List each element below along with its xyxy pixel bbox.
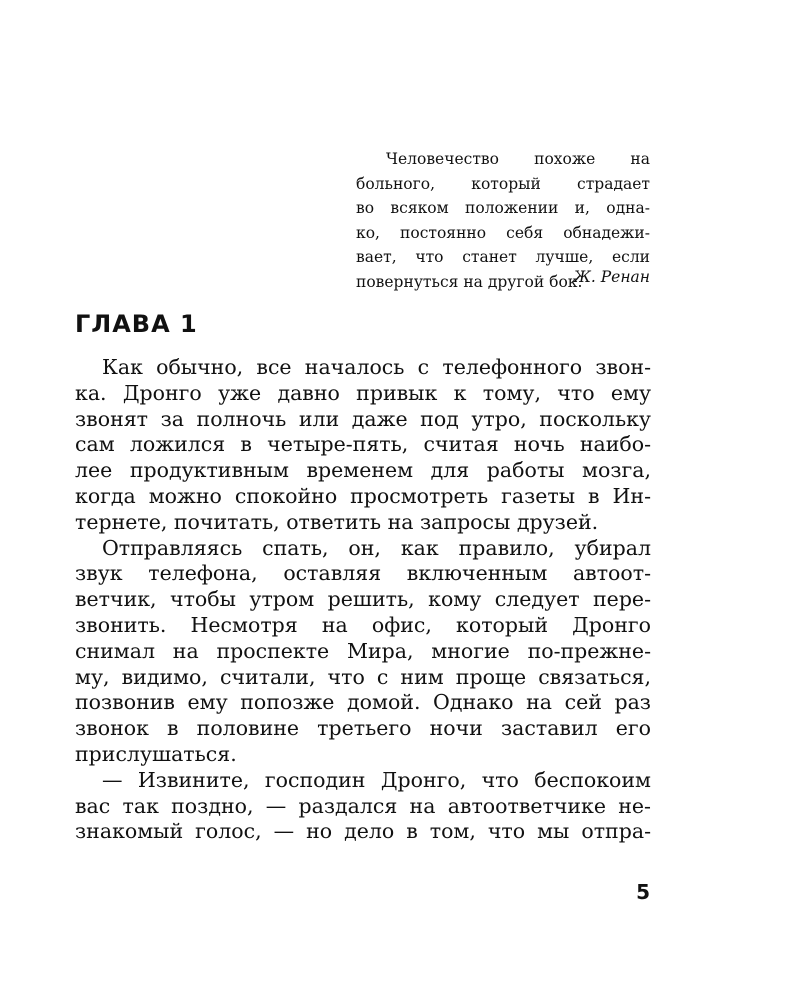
body-line: звонок в половине третьего ночи заставил его [75,716,651,741]
body-line: вас так поздно, — раздался на автоответчике не- [75,793,651,818]
body-line: сам ложился в четыре-пять, считая ночь наибо- [75,432,651,457]
epigraph-line: повернуться на другой бок. [356,272,583,291]
body-text [75,355,651,845]
body-line: звонят за полночь или даже под утро, поскольку [75,406,651,431]
body-line: му, видимо, считали, что с ним проще связаться, [75,664,651,689]
body-line: снимал на проспекте Мира, многие по-прежне- [75,638,651,663]
epigraph-line: вает, что станет лучше, если [356,248,650,266]
body-line: звонить. Несмотря на офис, который Дронго [75,612,651,637]
body-line: позвонив ему попозже домой. Однако на сей раз [75,690,651,715]
body-line: Как обычно, все началось с телефонного звон- [102,355,651,379]
body-line: Отправляясь спать, он, как правило, убирал [102,535,651,560]
epigraph-author: Ж. Ренан [573,268,650,286]
body-line: звук телефона, оставляя включенным автоот- [75,561,651,586]
body-line: знакомый голос, — но дело в том, что мы отпра- [75,819,651,844]
epigraph-line: во всяком положении и, одна- [356,199,650,217]
epigraph-line: Человечество похоже на [386,150,650,168]
body-line: когда можно спокойно просмотреть газеты в Ин- [75,483,651,508]
body-line: тернете, почитать, ответить на запросы друзей. [75,509,599,534]
epigraph-line: больного, который страдает [356,174,650,193]
chapter-title: ГЛАВА 1 [75,310,198,338]
body-line: прислушаться. [75,741,237,766]
body-line: ка. Дронго уже давно привык к тому, что ему [75,380,651,405]
body-line: ветчик, чтобы утром решить, кому следует пере- [75,587,651,612]
page-number: 5 [636,880,650,904]
epigraph-line: ко, постоянно себя обнадежи- [356,223,650,242]
body-line: — Извините, господин Дронго, что беспокоим [102,767,651,792]
body-line: лее продуктивным временем для работы мозга, [75,458,651,483]
